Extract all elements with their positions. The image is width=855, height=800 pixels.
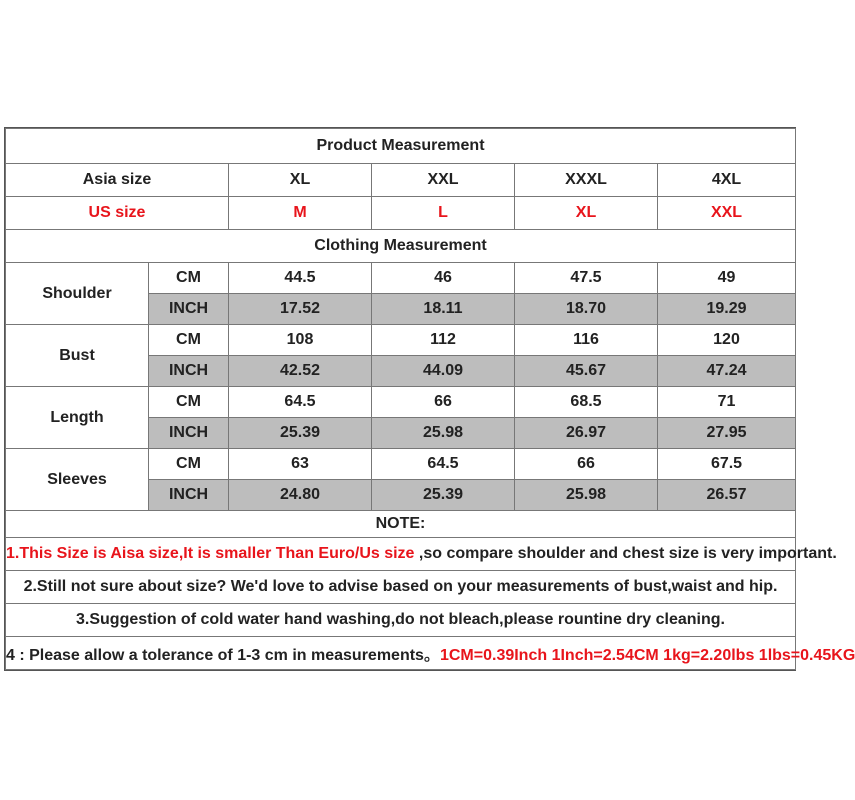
value-cell: 17.52 bbox=[229, 294, 372, 325]
value-cell: 67.5 bbox=[658, 449, 796, 480]
shoulder-cm-row bbox=[6, 263, 796, 294]
clothing-measurement-title: Clothing Measurement bbox=[6, 230, 796, 263]
sleeves-cm-row bbox=[6, 449, 796, 480]
value-cell: 63 bbox=[229, 449, 372, 480]
value-cell: 46 bbox=[372, 263, 515, 294]
value-cell: 49 bbox=[658, 263, 796, 294]
value-cell: 25.98 bbox=[515, 480, 658, 511]
note-row bbox=[6, 604, 796, 637]
metric-label-bust: Bust bbox=[6, 325, 149, 387]
value-cell: 18.70 bbox=[515, 294, 658, 325]
product-measurement-title: Product Measurement bbox=[6, 129, 796, 164]
value-cell: 47.24 bbox=[658, 356, 796, 387]
value-cell: 66 bbox=[515, 449, 658, 480]
note-4-text: 4 : Please allow a tolerance of 1-3 cm in measurements。 bbox=[6, 646, 440, 664]
asia-size-cell: 4XL bbox=[658, 164, 796, 197]
value-cell: 44.09 bbox=[372, 356, 515, 387]
value-cell: 66 bbox=[372, 387, 515, 418]
asia-size-cell: XXXL bbox=[515, 164, 658, 197]
asia-size-label: Asia size bbox=[6, 164, 229, 197]
value-cell: 19.29 bbox=[658, 294, 796, 325]
value-cell: 44.5 bbox=[229, 263, 372, 294]
note-title: NOTE: bbox=[6, 511, 796, 538]
unit-cm: CM bbox=[149, 387, 229, 418]
us-size-cell: L bbox=[372, 197, 515, 230]
size-chart bbox=[4, 127, 855, 671]
metric-label-shoulder: Shoulder bbox=[6, 263, 149, 325]
value-cell: 25.39 bbox=[372, 480, 515, 511]
value-cell: 26.97 bbox=[515, 418, 658, 449]
note-row bbox=[6, 637, 796, 670]
value-cell: 116 bbox=[515, 325, 658, 356]
note-3: 3.Suggestion of cold water hand washing,do not bleach,please rountine dry cleaning. bbox=[6, 604, 796, 637]
asia-size-cell: XXL bbox=[372, 164, 515, 197]
note-4 bbox=[6, 637, 855, 670]
unit-cm: CM bbox=[149, 449, 229, 480]
bust-cm-row bbox=[6, 325, 796, 356]
unit-inch: INCH bbox=[149, 294, 229, 325]
us-size-label: US size bbox=[6, 197, 229, 230]
title-row bbox=[6, 129, 796, 164]
value-cell: 42.52 bbox=[229, 356, 372, 387]
value-cell: 64.5 bbox=[229, 387, 372, 418]
asia-size-row bbox=[6, 164, 796, 197]
value-cell: 120 bbox=[658, 325, 796, 356]
unit-inch: INCH bbox=[149, 480, 229, 511]
note-1 bbox=[6, 538, 837, 571]
value-cell: 24.80 bbox=[229, 480, 372, 511]
note-1-text: ,so compare shoulder and chest size is very important. bbox=[414, 545, 837, 562]
value-cell: 25.98 bbox=[372, 418, 515, 449]
value-cell: 18.11 bbox=[372, 294, 515, 325]
value-cell: 25.39 bbox=[229, 418, 372, 449]
note-row bbox=[6, 571, 796, 604]
unit-cm: CM bbox=[149, 325, 229, 356]
size-table bbox=[5, 128, 855, 670]
value-cell: 27.95 bbox=[658, 418, 796, 449]
value-cell: 26.57 bbox=[658, 480, 796, 511]
note-1-prefix: 1. bbox=[6, 545, 20, 562]
value-cell: 64.5 bbox=[372, 449, 515, 480]
value-cell: 47.5 bbox=[515, 263, 658, 294]
note-row bbox=[6, 538, 796, 571]
us-size-cell: M bbox=[229, 197, 372, 230]
unit-inch: INCH bbox=[149, 418, 229, 449]
us-size-cell: XL bbox=[515, 197, 658, 230]
metric-label-sleeves: Sleeves bbox=[6, 449, 149, 511]
us-size-row bbox=[6, 197, 796, 230]
asia-size-cell: XL bbox=[229, 164, 372, 197]
note-4-conversions: 1CM=0.39Inch 1Inch=2.54CM 1kg=2.20lbs 1lbs=0.45KG bbox=[439, 646, 855, 664]
length-cm-row bbox=[6, 387, 796, 418]
unit-cm: CM bbox=[149, 263, 229, 294]
note-title-row bbox=[6, 511, 796, 538]
metric-label-length: Length bbox=[6, 387, 149, 449]
value-cell: 45.67 bbox=[515, 356, 658, 387]
unit-inch: INCH bbox=[149, 356, 229, 387]
note-2: 2.Still not sure about size? We'd love to advise based on your measurements of bust,waist and hip. bbox=[6, 571, 796, 604]
value-cell: 68.5 bbox=[515, 387, 658, 418]
section-row bbox=[6, 230, 796, 263]
value-cell: 112 bbox=[372, 325, 515, 356]
value-cell: 108 bbox=[229, 325, 372, 356]
note-1-warning: This Size is Aisa size,It is smaller Than Euro/Us size bbox=[19, 545, 415, 562]
value-cell: 71 bbox=[658, 387, 796, 418]
us-size-cell: XXL bbox=[658, 197, 796, 230]
